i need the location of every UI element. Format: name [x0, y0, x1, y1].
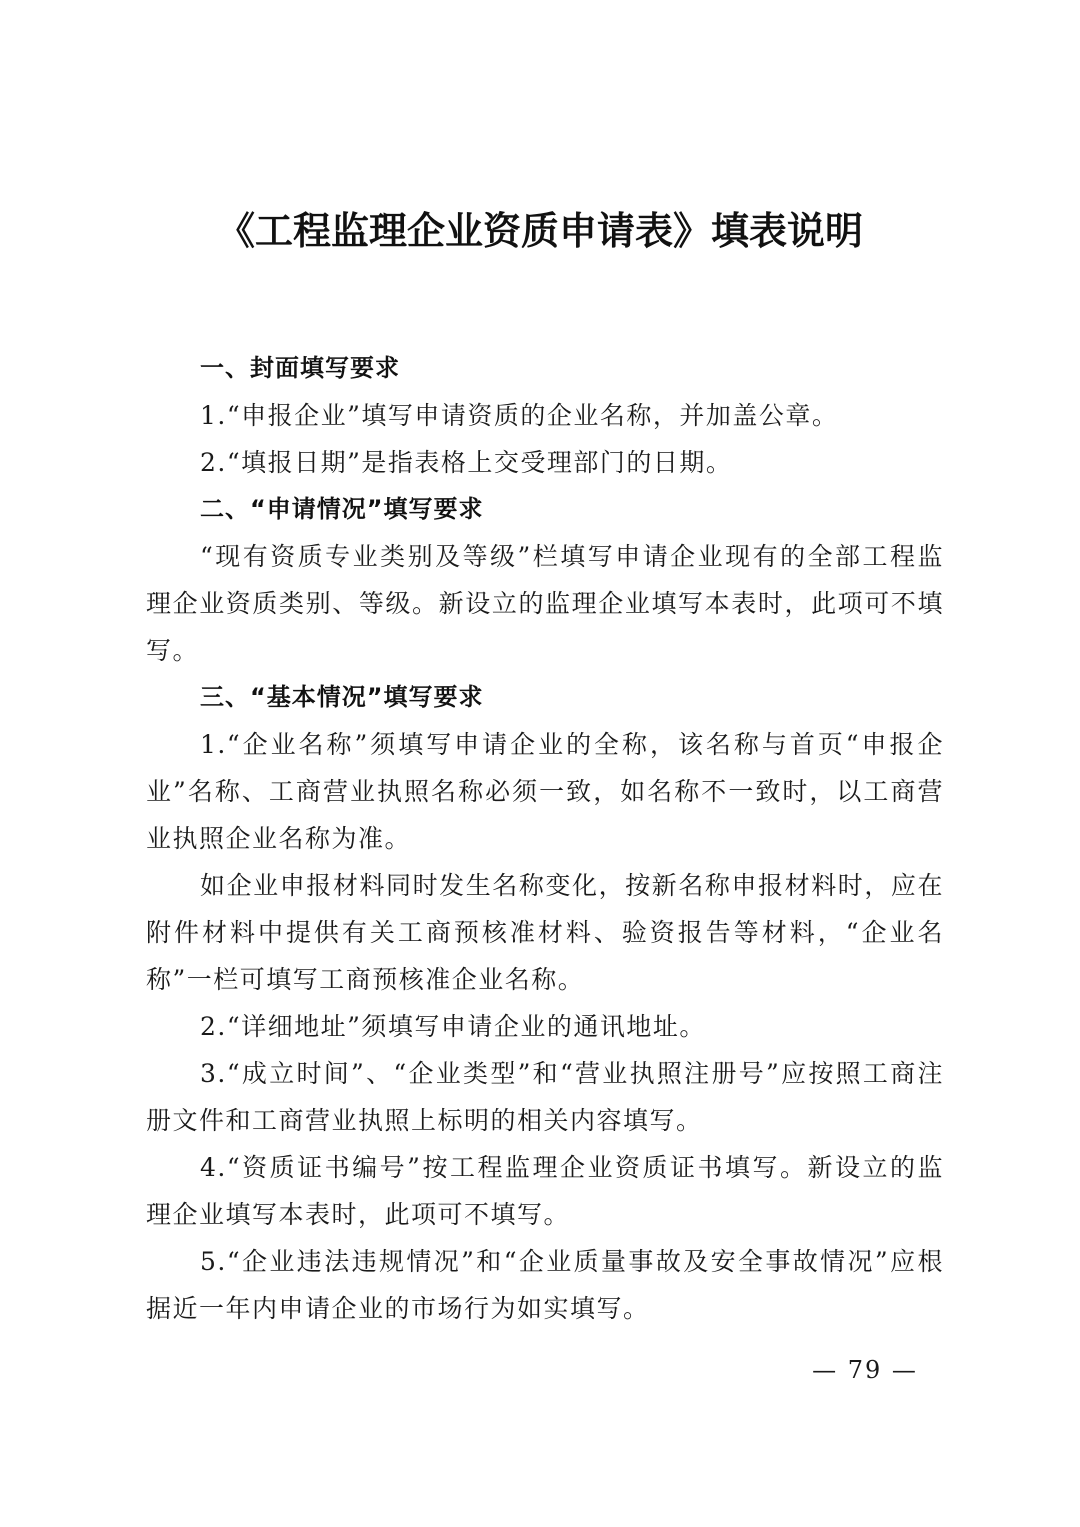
paragraph: 1.“企业名称”须填写申请企业的全称，该名称与首页“申报企业”名称、工商营业执照名称必须一致，如名称不一致时，以工商营业执照企业名称为准。: [146, 730, 944, 853]
paragraph: 4.“资质证书编号”按工程监理企业资质证书填写。新设立的监理企业填写本表时，此项可不填写。: [146, 1153, 944, 1229]
section-heading-cover: 一、封面填写要求: [200, 354, 400, 382]
paragraph: 1.“申报企业”填写申请资质的企业名称，并加盖公章。: [200, 401, 839, 430]
paragraph: 如企业申报材料同时发生名称变化，按新名称申报材料时，应在附件材料中提供有关工商预核准材料、验资报告等材料，“企业名称”一栏可填写工商预核准企业名称。: [146, 871, 944, 994]
paragraph: “现有资质专业类别及等级”栏填写申请企业现有的全部工程监理企业资质类别、等级。新设立的监理企业填写本表时，此项可不填写。: [146, 542, 944, 665]
document-body: [146, 345, 944, 1332]
document-title: 《工程监理企业资质申请表》填表说明: [216, 209, 863, 253]
paragraph: 2.“填报日期”是指表格上交受理部门的日期。: [200, 448, 733, 477]
paragraph: 5.“企业违法违规情况”和“企业质量事故及安全事故情况”应根据近一年内申请企业的市场行为如实填写。: [146, 1247, 944, 1323]
paragraph: 2.“详细地址”须填写申请企业的通讯地址。: [200, 1012, 706, 1041]
page-number: — 79 —: [812, 1356, 918, 1384]
section-heading-basic-info: 三、“基本情况”填写要求: [200, 683, 484, 711]
paragraph: 3.“成立时间”、“企业类型”和“营业执照注册号”应按照工商注册文件和工商营业执照上标明的相关内容填写。: [146, 1059, 944, 1135]
section-heading-application: 二、“申请情况”填写要求: [200, 495, 484, 523]
